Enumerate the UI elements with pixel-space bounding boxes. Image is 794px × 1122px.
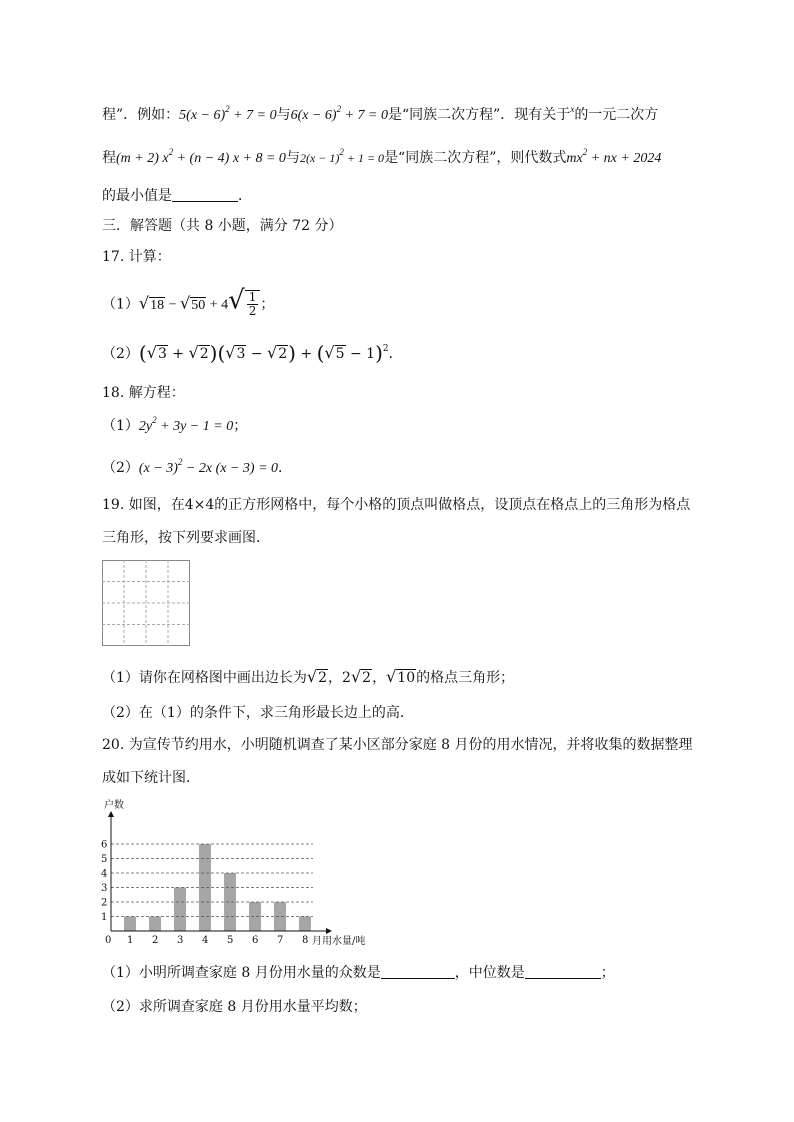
text: 的一元二次方 xyxy=(574,107,659,123)
x-axis-arrow xyxy=(326,928,332,934)
q18-part-1: $(1)2y^2 + 3y - 1 = 0$； xyxy=(102,415,248,434)
bar-8 xyxy=(299,917,311,932)
text: 与 xyxy=(285,150,300,166)
bar-5 xyxy=(224,873,236,931)
q17-title: 17. 计算： xyxy=(102,249,171,265)
eq-1: $5(x - 6)^2 + 7 = 0$ xyxy=(179,104,277,123)
x-tick-label: 3 xyxy=(177,935,184,946)
x-tick-label: 7 xyxy=(277,935,284,946)
bar-4 xyxy=(199,844,211,931)
y-tick-label: 2 xyxy=(101,897,108,909)
q20-part-1: （1）小明所调查家庭 8 月份用水量的众数是 ，中位数是 ； xyxy=(102,965,615,981)
y-tick-label: 6 xyxy=(101,839,108,851)
x-axis-label: 月用水量/吨 xyxy=(312,936,366,947)
answer-blank[interactable] xyxy=(172,187,238,202)
q20-line-1: 20. 为宣传节约用水，小明随机调查了某小区部分家庭 8 月份的用水情况，并将收集的数据整理 xyxy=(102,737,693,753)
q20-part-2: （2）求所调查家庭 8 月份用水量平均数； xyxy=(102,999,367,1015)
median-blank[interactable] xyxy=(525,964,601,979)
origin-label: 0 xyxy=(105,935,112,946)
bar-3 xyxy=(174,888,186,932)
text: 是“同族二次方程”．现有关于 xyxy=(387,107,571,123)
y-axis-arrow xyxy=(108,811,114,817)
x-tick-label: 2 xyxy=(152,935,159,946)
x-tick-label: 1 xyxy=(127,935,134,946)
x-tick-label: 4 xyxy=(202,935,209,946)
text: 的最小值是 xyxy=(102,188,172,204)
text: 程”．例如： xyxy=(102,107,180,123)
x-tick-label: 6 xyxy=(252,935,259,946)
section-3-title: 三．解答题（共 8 小题，满分 72 分） xyxy=(102,218,343,234)
q19-line-1: 19. 如图，在4×4的正方形网格中，每个小格的顶点叫做格点，设顶点在格点上的三角形为格点 xyxy=(102,497,691,513)
q19-part-1: （1）请你在网格图中画出边长为√2，2√2，√10的格点三角形； xyxy=(102,667,515,686)
var-x: x xyxy=(570,104,575,114)
q19-line-2: 三角形，按下列要求画图． xyxy=(102,530,270,546)
bar-6 xyxy=(249,902,261,931)
square-grid-4x4 xyxy=(102,560,190,646)
q20-line-2: 成如下统计图． xyxy=(102,770,200,786)
bar-1 xyxy=(124,917,136,932)
q18-title: 18. 解方程： xyxy=(102,385,185,401)
bar-2 xyxy=(149,917,161,932)
y-tick-label: 3 xyxy=(101,883,108,894)
q17-part-2: $(2)(√3 + √2)(√3 - √2) + (√5 - 1)^2$． xyxy=(102,341,403,365)
q19-part-2: （2）在（1）的条件下，求三角形最长边上的高． xyxy=(102,705,414,721)
y-tick-label: 4 xyxy=(101,868,108,880)
eq-2: $6(x - 6)^2 + 7 = 0$ xyxy=(290,104,388,123)
y-tick-label: 1 xyxy=(101,912,108,923)
water-usage-bar-chart xyxy=(98,795,398,950)
bar-7 xyxy=(274,902,286,931)
para-line-2 xyxy=(102,148,661,169)
x-tick-label: 8 xyxy=(302,935,309,946)
x-tick-label: 5 xyxy=(227,935,234,946)
para-line-3 xyxy=(102,186,252,206)
text: ． xyxy=(238,188,252,204)
para-line-1 xyxy=(102,105,658,126)
q18-part-2: $(2)(x - 3)^2 - 2x$ (x − 3) = 0． xyxy=(102,457,293,476)
text: 程 xyxy=(102,150,116,166)
expr: $mx^2$ + nx + 2024 xyxy=(566,147,662,166)
q17-part-1: （1）√18 − √50 + 4√ $\frac{1}{2}$ ； xyxy=(102,285,275,318)
y-axis-label: 户数 xyxy=(104,800,124,811)
text: 是“同族二次方程”，则代数式 xyxy=(384,150,567,166)
y-tick-label: 5 xyxy=(101,854,108,865)
eq-3: (m + 2) $x^2 + (n - 4) x + 8 = 0$ xyxy=(116,147,286,166)
mode-blank[interactable] xyxy=(381,964,455,979)
eq-4: $2(x - 1)^2 + 1 = 0$ xyxy=(299,147,385,165)
text: 与 xyxy=(276,107,291,123)
